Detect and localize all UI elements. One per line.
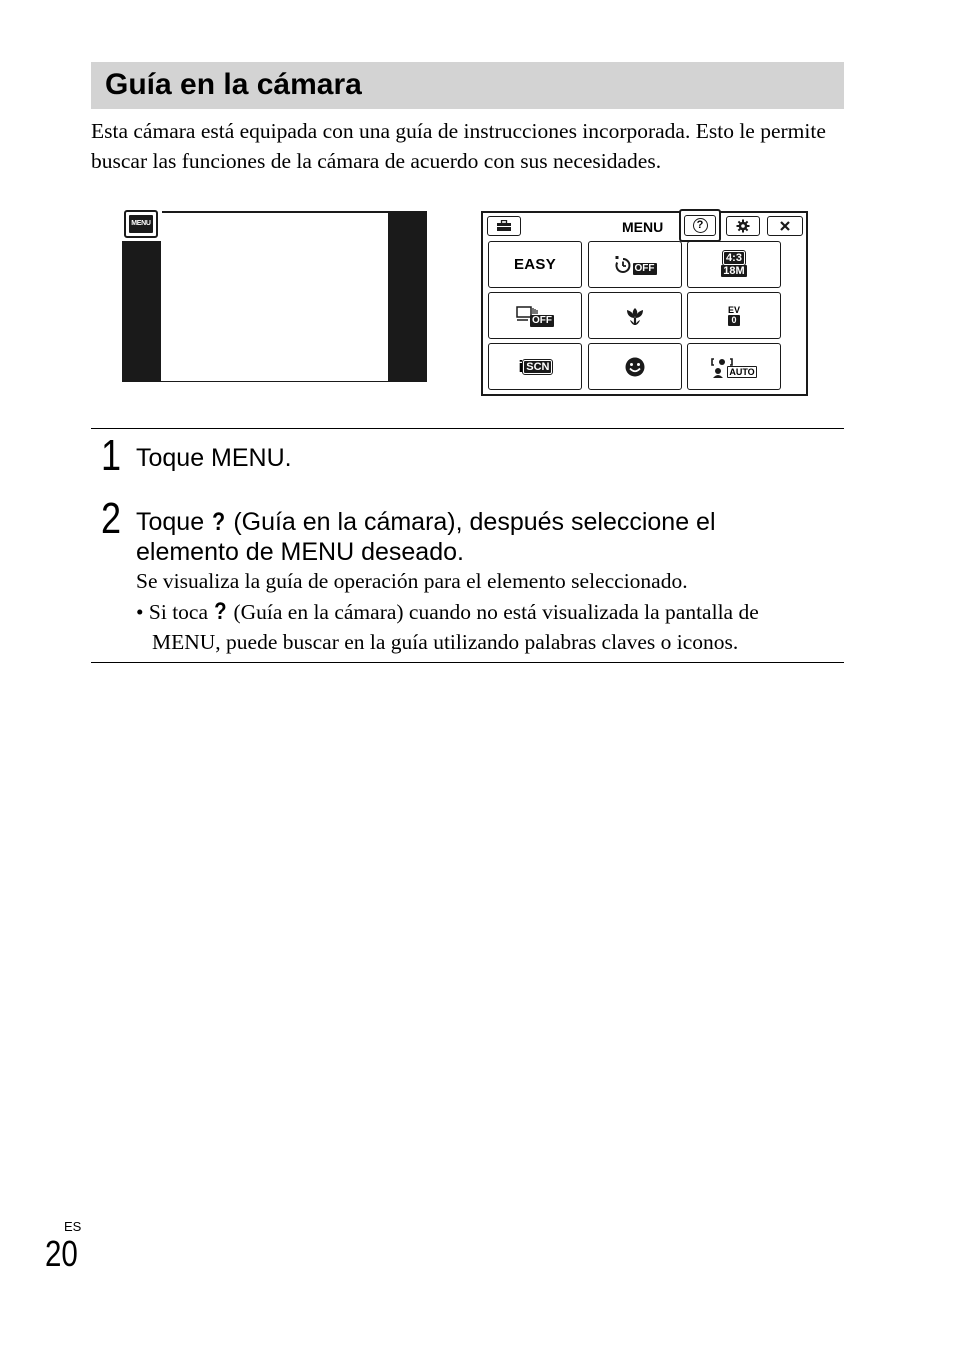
step-2-text-before: Toque	[136, 508, 205, 536]
menu-item-smile[interactable]	[588, 343, 682, 390]
bullet-text-after: (Guía en la cámara) cuando no está visualizada la pantalla de	[233, 600, 759, 624]
help-button-highlight	[679, 209, 721, 242]
menu-grid	[488, 241, 783, 391]
section-title-bar	[91, 62, 844, 109]
ev-value-label: 0	[728, 315, 739, 326]
close-button[interactable]	[767, 216, 803, 236]
self-timer-off-label: OFF	[634, 262, 655, 274]
section-title: Guía en la cámara	[105, 68, 362, 101]
step-2-note: Se visualiza la guía de operación para el elemento seleccionado.	[136, 569, 688, 593]
menu-item-burst[interactable]	[488, 292, 582, 339]
menu-item-self-timer[interactable]	[588, 241, 682, 288]
bullet-text-before: Si toca	[148, 600, 209, 624]
step-2-bullet	[136, 597, 759, 627]
toolbox-button[interactable]	[487, 216, 521, 236]
menu-item-ev[interactable]	[687, 292, 781, 339]
step-1-text: Toque MENU.	[136, 444, 292, 472]
settings-button[interactable]	[726, 216, 760, 236]
toolbox-icon	[496, 220, 512, 232]
intro-paragraph: Esta cámara está equipada con una guía de instrucciones incorporada. Esto le permite buscar las funciones de la cámara de acuerdo con sus necesidades.	[91, 119, 826, 173]
menu-item-iscn[interactable]	[488, 343, 582, 390]
iscn-label: SCN	[526, 360, 550, 373]
menu-title: MENU	[622, 219, 664, 235]
ev-label: EV	[727, 305, 740, 315]
self-timer-icon	[614, 255, 632, 275]
menu-item-macro[interactable]	[588, 292, 682, 339]
help-button[interactable]	[684, 215, 716, 236]
menu-item-image-size[interactable]	[687, 241, 781, 288]
steps-bottom-rule	[91, 662, 844, 663]
screen-display-area	[161, 212, 388, 382]
step-2-text-after: (Guía en la cámara), después seleccione el	[233, 508, 716, 536]
menu-item-easy[interactable]	[488, 241, 582, 288]
burst-off-label: OFF	[532, 314, 552, 326]
image-size-label: 18M	[723, 265, 745, 277]
menu-button[interactable]	[124, 210, 158, 238]
help-question-icon: ?	[212, 508, 226, 536]
face-auto-label: AUTO	[729, 366, 755, 377]
camera-screen-shooting	[122, 211, 427, 382]
help-icon: ?	[693, 218, 708, 233]
bullet-dot: •	[136, 600, 144, 624]
step-1-number: 1	[101, 431, 122, 480]
step-2-text-line2: elemento de MENU deseado.	[136, 538, 464, 566]
aspect-ratio-label: 4:3	[726, 252, 742, 264]
page-number: 20	[45, 1233, 78, 1274]
menu-item-face-detection[interactable]	[687, 343, 781, 390]
easy-label: EASY	[513, 256, 557, 273]
menu-icon: MENU	[129, 215, 153, 233]
gear-icon	[736, 219, 750, 233]
iscn-i-icon: i	[518, 356, 524, 376]
close-icon	[780, 221, 790, 231]
camera-screen-menu	[481, 211, 808, 396]
step-2-bullet-line2: MENU, puede buscar en la guía utilizando palabras claves o iconos.	[152, 630, 739, 654]
steps-top-rule	[91, 428, 844, 429]
step-2-number: 2	[101, 494, 122, 543]
language-code: ES	[64, 1219, 82, 1234]
smile-face-icon	[624, 356, 646, 378]
menu-button-frame	[122, 208, 162, 241]
macro-flower-icon	[623, 305, 647, 327]
help-question-icon-2: ?	[214, 598, 227, 625]
step-2-text	[136, 507, 844, 537]
